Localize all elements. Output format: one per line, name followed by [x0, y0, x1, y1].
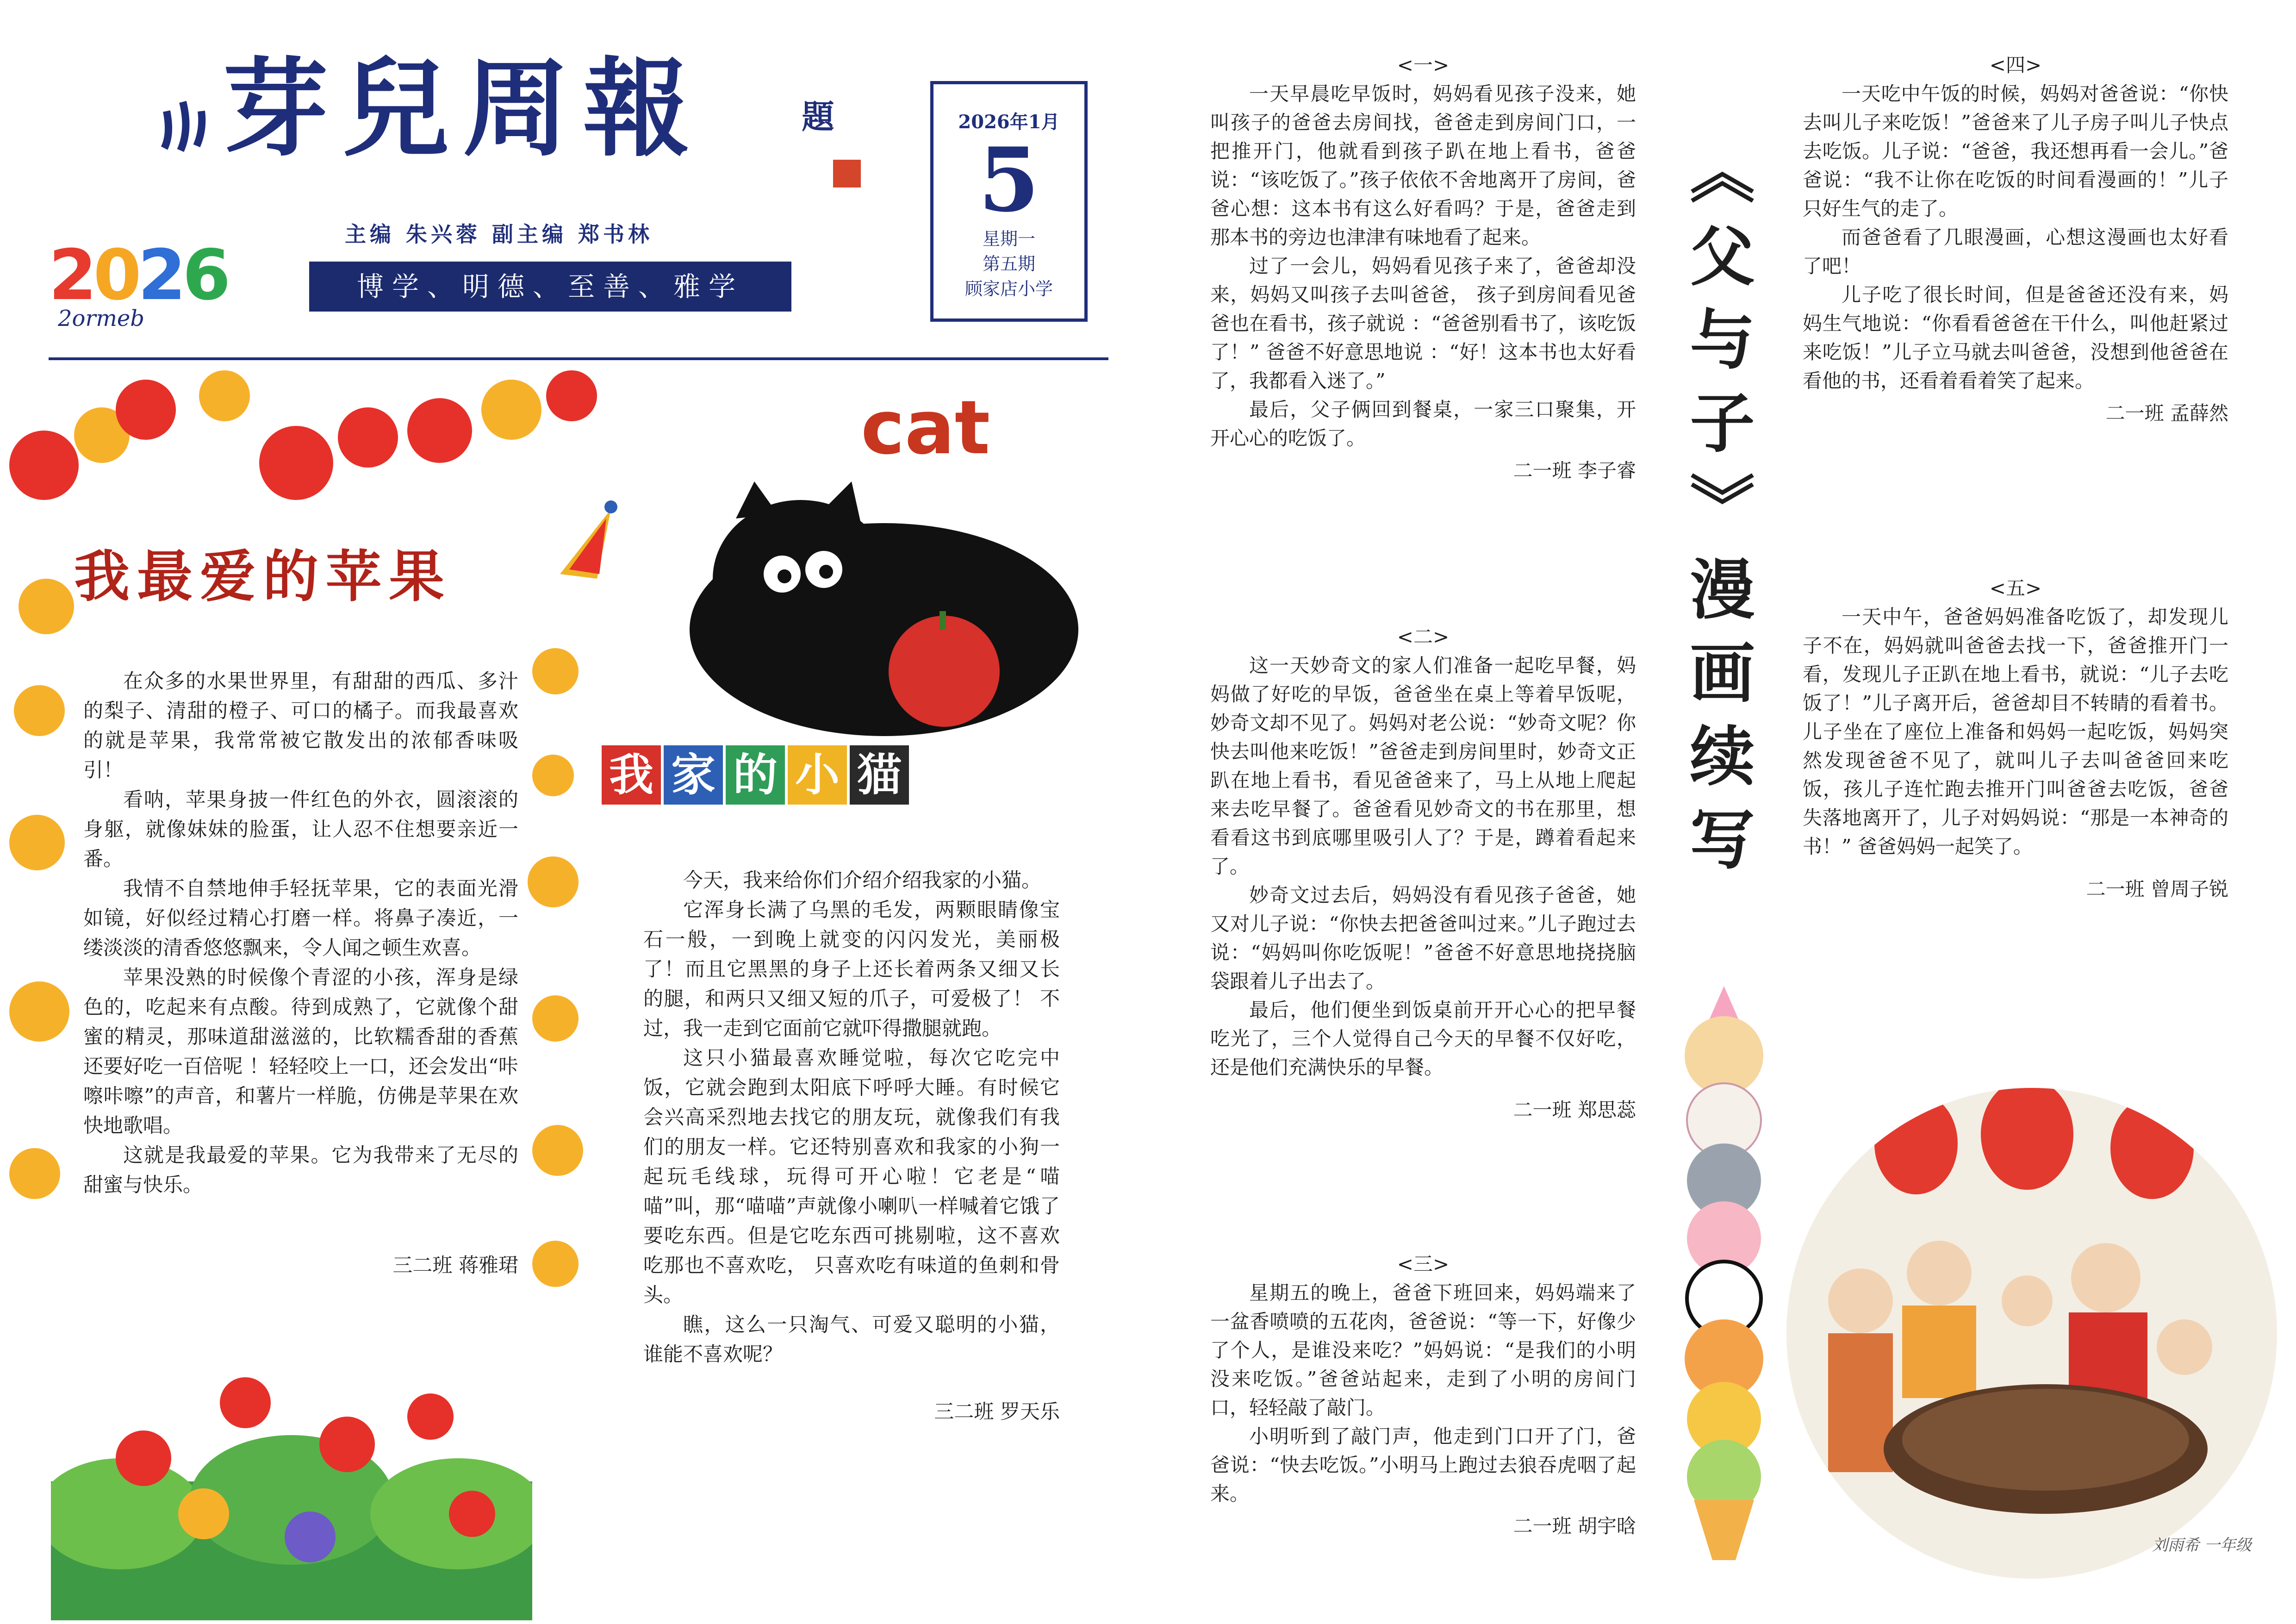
- story-paragraph: 一天吃中午饭的时候，妈妈对爸爸说：“你快去叫儿子来吃饭！”爸爸来了儿子房子叫儿子快点去吃饭。儿子说：“爸爸，我还想再看一会儿。”爸爸说：“我不让你在吃饭的时间看漫画的！”儿子只好生气的走了。: [1803, 82, 2228, 220]
- issue-number: 第五期: [982, 253, 1035, 274]
- flower-icon: [532, 1125, 583, 1176]
- cat-article: [643, 866, 1060, 1427]
- grass-calligraphy-icon: [157, 93, 213, 157]
- story-author: 二一班 胡宇晗: [1513, 1515, 1636, 1537]
- flower-icon: [532, 995, 579, 1042]
- story-author: 二一班 李子睿: [1513, 459, 1636, 482]
- date-box: [930, 81, 1088, 322]
- story-paragraph: 过了一会儿，妈妈看见孩子来了，爸爸却没来，妈妈又叫孩子去叫爸爸， 孩子到房间看见爸爸也在看书，孩子就说 ：“爸爸别看书了，该吃饭了！” 爸爸不好意思地说 ：“好！这本书也太好看了，我都看入迷了。”: [1210, 255, 1636, 392]
- flower-icon: [9, 431, 79, 500]
- story-author: 二一班 郑思蕊: [1513, 1099, 1636, 1121]
- cat-paragraph: 这只小猫最喜欢睡觉啦，每次它吃完中饭，它就会跑到太阳底下呼呼大睡。有时候它会兴高采烈地去找它的朋友玩，就像我们有我们的朋友一样。它还特别喜欢和我家的小狗一起玩毛线球，玩得可开心啦！它老是“喵喵”叫，那“喵喵”声就像小喇叭一样喊着它饿了要吃东西。但是它吃东西可挑剔啦，这不喜欢吃那也不喜欢吃， 只喜欢吃有味道的鱼刺和骨头。: [643, 1047, 1060, 1307]
- apple-author: 三二班 蒋雅珺: [392, 1254, 518, 1277]
- story-paragraph: 一天早晨吃早饭时，妈妈看见孩子没来，她叫孩子的爸爸去房间找，爸爸走到房间门口，一把推开门，他就看到孩子趴在地上看书，爸爸说：“该吃饭了。”孩子依依不舍地离开了房间，爸爸心想：这本书有这么好看吗？于是，爸爸走到那本书的旁边也津津有味地看了起来。: [1210, 82, 1636, 249]
- date-day: 5: [978, 128, 1040, 231]
- calligraphy-signature: 題: [796, 100, 835, 132]
- flower-icon: [532, 1241, 579, 1287]
- story-5: [1803, 574, 2228, 904]
- year-logo: 2026: [49, 235, 227, 316]
- story-author: 二一班 曾周子锐: [2086, 878, 2228, 900]
- story-2: [1210, 623, 1636, 1124]
- story-author: 二一班 孟薛然: [2105, 402, 2228, 425]
- title-tile: 的: [726, 745, 785, 805]
- apple-paragraph: 我情不自禁地伸手轻抚苹果，它的表面光滑如镜，好似经过精心打磨一样。将鼻子凑近，一缕淡淡的清香悠悠飘来，令人闻之顿生欢喜。: [83, 877, 518, 960]
- editors-line: 主编 朱兴蓉 副主编 郑书林: [345, 222, 653, 247]
- flower-icon: [116, 380, 176, 440]
- flower-icon: [481, 380, 541, 440]
- story-paragraph: 儿子吃了很长时间，但是爸爸还没有来，妈妈生气地说：“你看看爸爸在干什么，叫他赶紧过来吃饭！”儿子立马就去叫爸爸，没想到他爸爸在看他的书，还看着看着笑了起来。: [1803, 283, 2228, 392]
- comic-section-title: 《父与子》漫画续写: [1679, 139, 1755, 889]
- story-3: [1210, 1250, 1636, 1541]
- flower-icon: [532, 755, 574, 796]
- flower-icon: [9, 1148, 60, 1199]
- story-4: [1803, 51, 2228, 428]
- story-paragraph: 星期五的晚上，爸爸下班回来，妈妈端来了一盆香喷喷的五花肉，爸爸说：“等一下，好像少了个人，是谁没来吃？”妈妈说：“是我们的小明没来吃饭。”爸爸站起来，走到了小明的房间门口，轻轻敲了敲门。: [1210, 1281, 1636, 1419]
- flower-garden-illustration: [51, 1361, 532, 1620]
- weekday: 星期一: [982, 228, 1035, 249]
- apple-paragraph: 苹果没熟的时候像个青涩的小孩，浑身是绿色的，吃起来有点酸。待到成熟了，它就像个甜蜜的精灵，那味道甜滋滋的，比软糯香甜的香蕉还要好吃一百倍呢 ！轻轻咬上一口，还会发出“咔嚓咔嚓”的声音，和薯片一样脆，仿佛是苹果在欢快地歌唱。: [83, 966, 518, 1137]
- story-header: <四>: [1989, 54, 2042, 76]
- masthead-divider: [49, 357, 1108, 360]
- flower-icon: [9, 981, 69, 1042]
- title-tile: 小: [788, 745, 847, 805]
- story-paragraph: 最后，父子俩回到餐桌，一家三口聚集，开开心心的吃饭了。: [1210, 398, 1636, 450]
- flower-icon: [9, 815, 65, 870]
- date-year-month: 2026年1月: [958, 111, 1060, 133]
- cat-author: 三二班 罗天乐: [934, 1400, 1060, 1424]
- story-paragraph: 一天中午，爸爸妈妈准备吃饭了，却发现儿子不在，妈妈就叫爸爸去找一下，爸爸推开门一看，发现儿子正趴在地上看书，就说：“儿子去吃饭了！”儿子离开后，爸爸却目不转睛的看着书。儿子坐在了座位上准备和妈妈一起吃饭，妈妈突然发现爸爸不见了，就叫儿子去叫爸爸回来吃饭，孩儿子连忙跑去推开门叫爸爸去吃饭，爸爸失落地离开了，儿子对妈妈说：“那是一本神奇的书！” 爸爸妈妈一起笑了。: [1803, 606, 2228, 858]
- flower-icon: [532, 648, 579, 694]
- stacked-animals-illustration: [1666, 986, 1782, 1560]
- title-tile: 我: [602, 745, 661, 805]
- family-dinner-drawing: [1786, 1088, 2277, 1579]
- flower-icon: [338, 407, 398, 468]
- story-paragraph: 妙奇文过去后，妈妈没有看见孩子爸爸，她又对儿子说：“你快去把爸爸叫过来。”儿子跑过去说：“妈妈叫你吃饭呢！”爸爸不好意思地挠挠脑袋跟着儿子出去了。: [1210, 884, 1636, 993]
- story-paragraph: 而爸爸看了几眼漫画，心想这漫画也太好看了吧！: [1803, 226, 2228, 277]
- party-hat-icon: [541, 491, 620, 583]
- flower-icon: [259, 426, 333, 500]
- flower-icon: [546, 370, 597, 421]
- story-paragraph: 小明听到了敲门声，他走到门口开了门，爸爸说：“快去吃饭。”小明马上跑过去狼吞虎咽了起来。: [1210, 1425, 1636, 1505]
- school-name: 顾家店小学: [964, 278, 1053, 299]
- cat-article-title: [602, 745, 912, 805]
- flower-icon: [528, 856, 579, 907]
- apple-paragraph: 在众多的水果世界里，有甜甜的西瓜、多汁的梨子、清甜的橙子、可口的橘子。而我最喜欢的就是苹果，我常常被它散发出的浓郁香味吸引！: [83, 670, 518, 782]
- story-1: [1210, 51, 1636, 485]
- newspaper-title: 芽兒周報: [222, 46, 703, 171]
- apple-paragraph: 看呐，苹果身披一件红色的外衣，圆滚滚的身躯，就像妹妹的脸蛋，让人忍不住想要亲近一番。: [83, 788, 518, 871]
- apple-paragraph: 这就是我最爱的苹果。它为我带来了无尽的甜蜜与快乐。: [83, 1144, 518, 1197]
- story-header: <一>: [1397, 54, 1450, 76]
- year-logo-sub: 2ormeb: [58, 306, 145, 331]
- flower-icon: [14, 685, 65, 736]
- story-header: <三>: [1397, 1253, 1450, 1275]
- apple-article-title: 我最爱的苹果: [74, 544, 452, 609]
- apple-article: [83, 667, 518, 1280]
- story-header: <二>: [1397, 625, 1450, 648]
- story-paragraph: 最后，他们便坐到饭桌前开开心心的把早餐吃光了，三个人觉得自己今天的早餐不仅好吃，还是他们充满快乐的早餐。: [1210, 999, 1636, 1079]
- cat-paragraph: 它浑身长满了乌黑的毛发，两颗眼睛像宝石一般，一到晚上就变的闪闪发光，美丽极了！而且它黑黑的身子上还长着两条又细又长的腿，和两只又细又短的爪子，可爱极了！ 不过，我一走到它面前它就吓得撒腿就跑。: [643, 899, 1060, 1040]
- cat-paragraph: 瞧，这么一只淘气、可爱又聪明的小猫，谁能不喜欢呢？: [643, 1313, 1060, 1366]
- flower-icon: [19, 579, 74, 634]
- flower-icon: [407, 398, 472, 463]
- cat-paragraph: 今天，我来给你们介绍介绍我家的小猫。: [683, 869, 1041, 892]
- title-tile: 家: [664, 745, 723, 805]
- story-paragraph: 这一天妙奇文的家人们准备一起吃早餐，妈妈做了好吃的早饭，爸爸坐在桌上等着早饭呢，妙奇文却不见了。妈妈对老公说：“妙奇文呢？你快去叫他来吃饭！”爸爸走到房间里时，妙奇文正趴在地上看书，看见爸爸来了，马上从地上爬起来去吃早餐了。爸爸看见妙奇文的书在那里，想看看这书到底哪里吸引人了？于是，蹲着看起来了。: [1210, 654, 1636, 878]
- seal-stamp-icon: [833, 160, 861, 187]
- flower-icon: [199, 370, 250, 421]
- story-header: <五>: [1989, 577, 2042, 600]
- cat-word-art: cat: [861, 384, 990, 471]
- drawing-signature: 刘雨希 一年级: [2152, 1536, 2252, 1555]
- school-motto: 博学、明德、至善、雅学: [309, 262, 791, 312]
- black-cat-illustration: [666, 477, 1083, 745]
- title-tile: 猫: [850, 745, 909, 805]
